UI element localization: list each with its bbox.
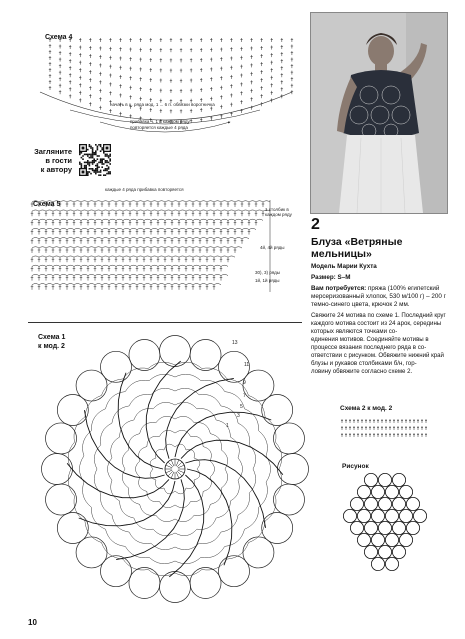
qr-caption xyxy=(18,147,72,174)
article-title-line1: Блуза «Ветряные xyxy=(311,236,403,248)
assembly-drawing xyxy=(340,470,430,580)
article-body-line1: Свяжите 24 мотива по схеме 1. Последний круг каждого мотива состоит из 24 арок, середины которых являются точками со- xyxy=(311,312,446,335)
article-materials-text: пряжа (100% египетский мерсеризованный хлопок, 530 м/100 г) – 200 г темно-синего цвета, крючок 2 мм. xyxy=(311,285,446,308)
article-body-line4: ловину обвяжите согласно схеме 2. xyxy=(311,368,413,375)
schema1-row-label-7: 7 xyxy=(243,393,246,399)
article-model-by: Модель Марии Кухта xyxy=(311,263,377,270)
schema4-note-increase: прибавка ч. 1 в каждом ряду xyxy=(130,119,190,124)
qr-caption-line1: Загляните xyxy=(34,147,72,156)
qr-code[interactable] xyxy=(78,143,112,177)
article-body-line2: единения мотивов. Соединяйте мотивы в процессе вязания последнего ряда в со- xyxy=(311,336,429,351)
model-photo xyxy=(310,12,448,214)
schema1-motif xyxy=(30,332,320,616)
schema5-note-top: каждые 4 ряда прибавка повторяется xyxy=(105,187,184,192)
schema1-row-label-9: 9 xyxy=(243,380,246,386)
article-number: 2 xyxy=(311,216,320,233)
article xyxy=(311,216,451,376)
article-title-line2: мельницы» xyxy=(311,248,372,260)
schema4-title: Схема 4 xyxy=(45,34,73,41)
schema1-row-label-5: 5 xyxy=(240,404,243,410)
drawing-title: Рисунок xyxy=(342,463,369,470)
schema2-title: Схема 2 к мод. 2 xyxy=(340,405,393,412)
schema5-note-4: 1й, 1й ряды xyxy=(255,278,280,283)
schema5-title: Схема 5 xyxy=(33,201,61,208)
schema1-row-label-11: 11 xyxy=(244,362,250,368)
schema2-diagram xyxy=(340,415,430,441)
article-body-line3: ответствии с рисунком. Обвяжите нижний край блузы и рукавов столбиками б/н, гор- xyxy=(311,352,444,367)
schema1-row-label-1: 1 xyxy=(226,423,229,429)
section-divider xyxy=(28,322,302,323)
schema5-note-3: 30), 3) ряды xyxy=(255,270,281,275)
schema1-title-line1: Схема 1 xyxy=(38,334,66,341)
schema4-note-repeat: повторяется каждые 4 ряда xyxy=(130,125,188,130)
article-materials-label: Вам потребуется: xyxy=(311,285,367,292)
qr-caption-line3: к автору xyxy=(40,165,72,174)
article-materials xyxy=(311,285,451,309)
model-figure-illustration xyxy=(311,13,447,213)
article-size: Размер: S–M xyxy=(311,274,351,281)
schema1-title-line2: к мод. 2 xyxy=(38,343,65,350)
schema1-row-label-13: 13 xyxy=(232,340,238,346)
schema4-note-start: начать в ц. ряда мод. 1 ... 6 п. обвязки воротничка xyxy=(110,102,215,107)
schema5-note-1: 1 столбик в каждом ряду xyxy=(265,207,292,217)
article-body xyxy=(311,312,451,376)
schema1-row-label-3: 3 xyxy=(237,413,240,419)
qr-caption-line2: в гости xyxy=(45,156,72,165)
page-number: 10 xyxy=(28,618,37,627)
schema5-note-2: 4й, 4й ряды xyxy=(260,245,285,250)
